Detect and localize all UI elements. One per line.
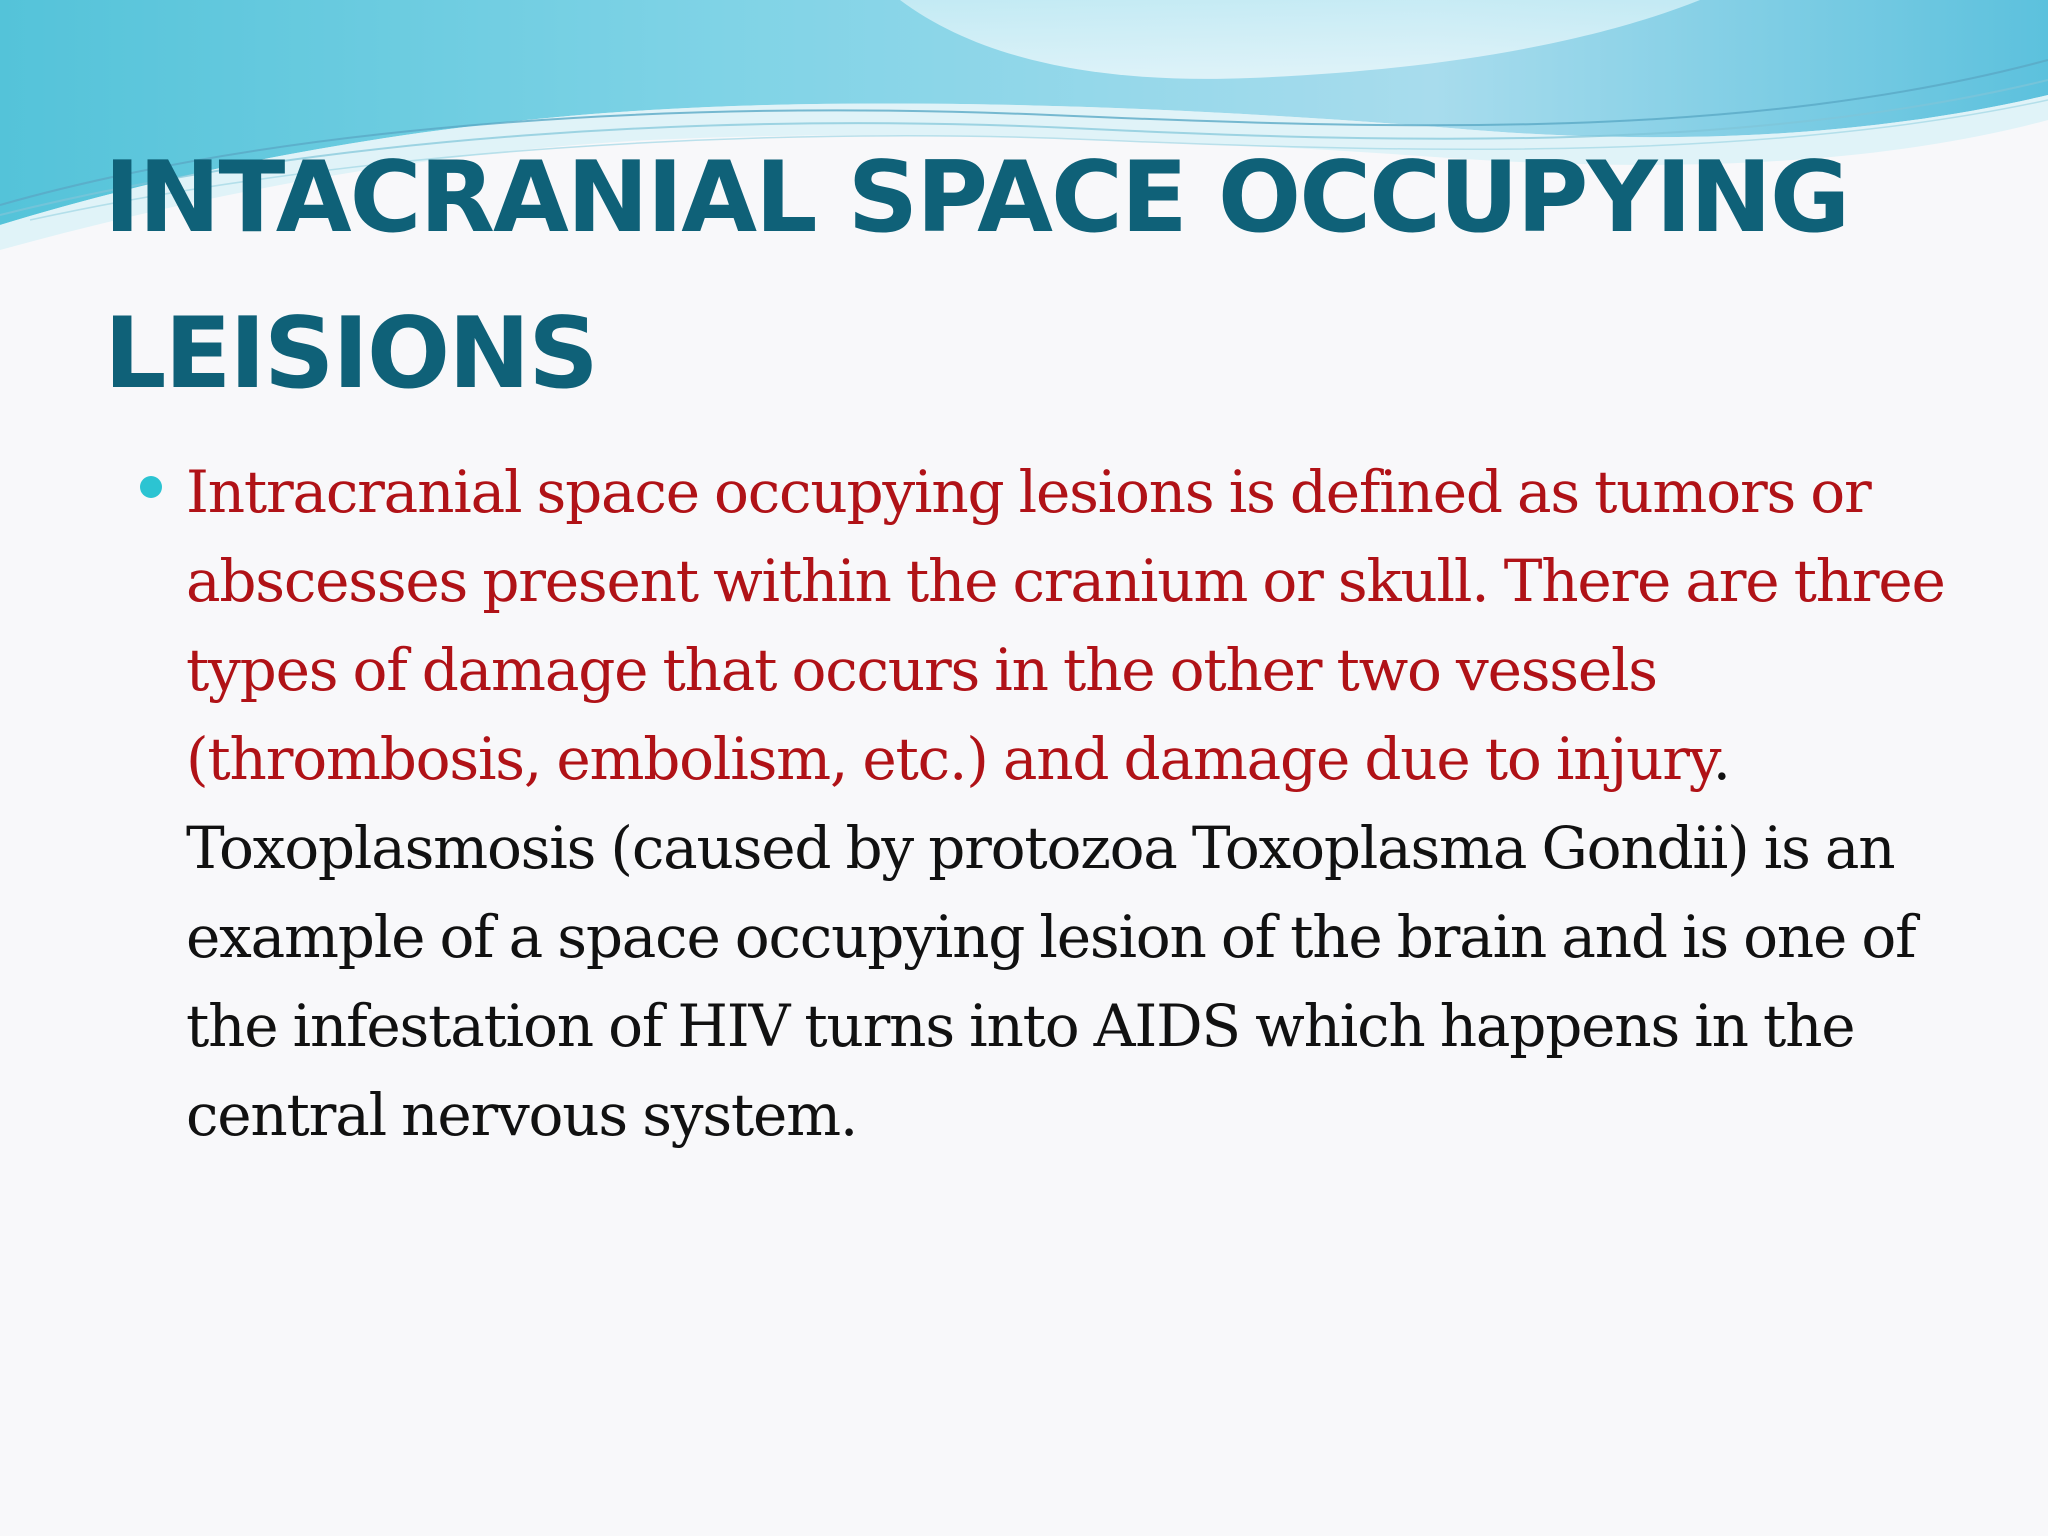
slide-title: INTACRANIAL SPACE OCCUPYING LEISIONS: [104, 141, 1849, 411]
definition-period: .: [1712, 725, 1730, 793]
bullet-item: [186, 448, 2016, 1160]
round-bullet-icon: [140, 476, 162, 498]
definition-text: Intracranial space occupying lesions is defined as tumors or abscesses present within the cranium or skull. There are three types of damage that occurs in the other two vessels (thrombosis, embolism, etc.) and damage due to injury: [186, 458, 1945, 793]
toxoplasmosis-text: Toxoplasmosis (caused by protozoa Toxoplasma Gondii) is an example of a space occupying lesion of the brain and is one of the infestation of HIV turns into AIDS which happens in the central nervous system.: [186, 814, 1916, 1149]
